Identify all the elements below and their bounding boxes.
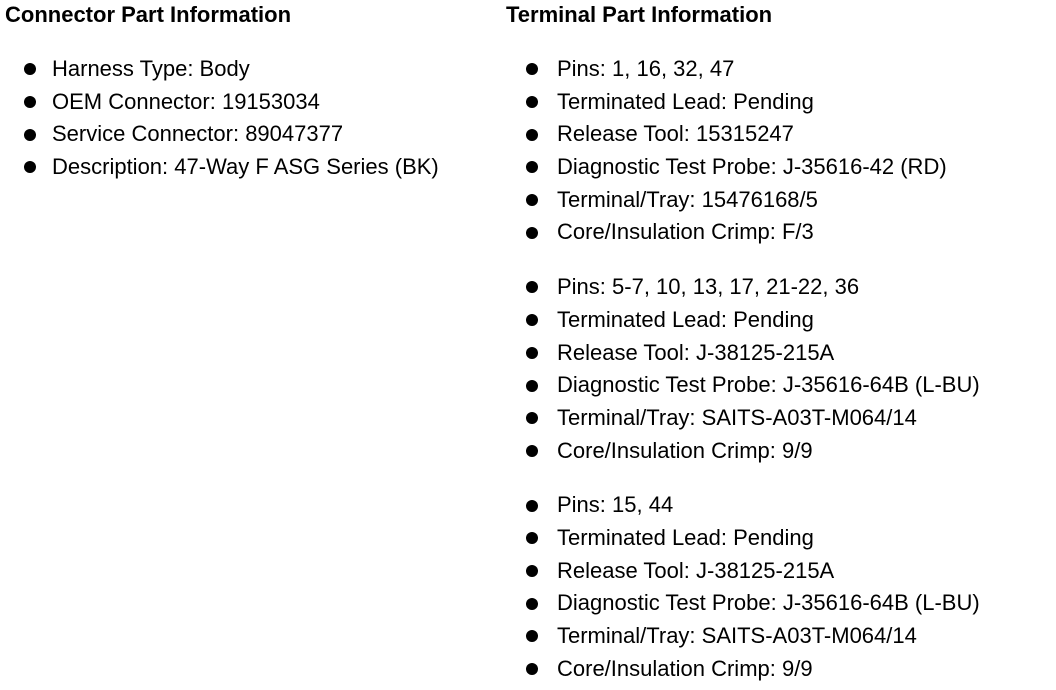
list-item <box>5 86 500 119</box>
list-item <box>506 216 1054 249</box>
bullet-icon <box>526 227 538 239</box>
list-item <box>506 53 1054 86</box>
item-text: Terminal/Tray: SAITS-A03T-M064/14 <box>557 404 917 430</box>
terminal-group-2 <box>506 271 1054 467</box>
item-text: Terminal/Tray: 15476168/5 <box>557 186 818 212</box>
bullet-icon <box>526 194 538 206</box>
connector-part-section <box>5 0 500 184</box>
bullet-icon <box>526 412 538 424</box>
item-text: Terminated Lead: Pending <box>557 524 814 550</box>
bullet-icon <box>526 565 538 577</box>
list-item <box>5 118 500 151</box>
list-item <box>506 151 1054 184</box>
item-text: Diagnostic Test Probe: J-35616-42 (RD) <box>557 154 947 180</box>
bullet-icon <box>526 630 538 642</box>
item-text: Pins: 15, 44 <box>557 492 674 518</box>
list-item <box>506 620 1054 653</box>
bullet-icon <box>24 96 36 108</box>
bullet-icon <box>526 129 538 141</box>
list-item <box>506 118 1054 151</box>
list-item <box>506 304 1054 337</box>
list-item <box>506 402 1054 435</box>
bullet-icon <box>526 532 538 544</box>
bullet-icon <box>526 314 538 326</box>
item-text: Harness Type: Body <box>52 56 250 81</box>
list-item <box>506 86 1054 119</box>
bullet-icon <box>526 161 538 173</box>
list-item <box>506 184 1054 217</box>
bullet-icon <box>526 380 538 392</box>
terminal-groups <box>506 53 1054 685</box>
bullet-icon <box>24 129 36 141</box>
list-item <box>5 151 500 184</box>
item-text: Terminated Lead: Pending <box>557 88 814 114</box>
bullet-icon <box>526 347 538 359</box>
connector-heading: Connector Part Information <box>5 2 292 27</box>
bullet-icon <box>526 63 538 75</box>
bullet-icon <box>526 663 538 675</box>
list-item <box>506 587 1054 620</box>
item-text: OEM Connector: 19153034 <box>52 88 320 114</box>
terminal-heading: Terminal Part Information <box>506 2 773 27</box>
item-text: Terminal/Tray: SAITS-A03T-M064/14 <box>557 623 917 648</box>
list-item <box>5 53 500 86</box>
list-item <box>506 435 1054 468</box>
item-text: Description: 47-Way F ASG Series (BK) <box>52 154 439 180</box>
terminal-group-1 <box>506 53 1054 249</box>
item-text: Core/Insulation Crimp: 9/9 <box>557 437 813 463</box>
list-item <box>506 271 1054 304</box>
bullet-icon <box>24 161 36 173</box>
item-text: Pins: 5-7, 10, 13, 17, 21-22, 36 <box>557 274 860 300</box>
terminal-group-3 <box>506 489 1054 685</box>
list-item <box>506 369 1054 402</box>
item-text: Release Tool: 15315247 <box>557 121 794 147</box>
item-text: Pins: 1, 16, 32, 47 <box>557 56 735 81</box>
item-text: Release Tool: J-38125-215A <box>557 339 835 365</box>
connector-list <box>5 53 500 184</box>
item-text: Diagnostic Test Probe: J-35616-64B (L-BU) <box>557 372 980 398</box>
item-text: Service Connector: 89047377 <box>52 121 344 147</box>
list-item <box>506 337 1054 370</box>
item-text: Release Tool: J-38125-215A <box>557 557 835 583</box>
bullet-icon <box>526 500 538 512</box>
list-item <box>506 555 1054 588</box>
terminal-part-section <box>506 0 1054 685</box>
item-text: Core/Insulation Crimp: F/3 <box>557 219 814 245</box>
list-item <box>506 653 1054 686</box>
list-item <box>506 489 1054 522</box>
bullet-icon <box>526 96 538 108</box>
bullet-icon <box>526 445 538 457</box>
item-text: Terminated Lead: Pending <box>557 306 814 332</box>
bullet-icon <box>526 281 538 293</box>
bullet-icon <box>24 63 36 75</box>
bullet-icon <box>526 598 538 610</box>
list-item <box>506 522 1054 555</box>
item-text: Core/Insulation Crimp: 9/9 <box>557 655 813 681</box>
item-text: Diagnostic Test Probe: J-35616-64B (L-BU) <box>557 590 980 616</box>
